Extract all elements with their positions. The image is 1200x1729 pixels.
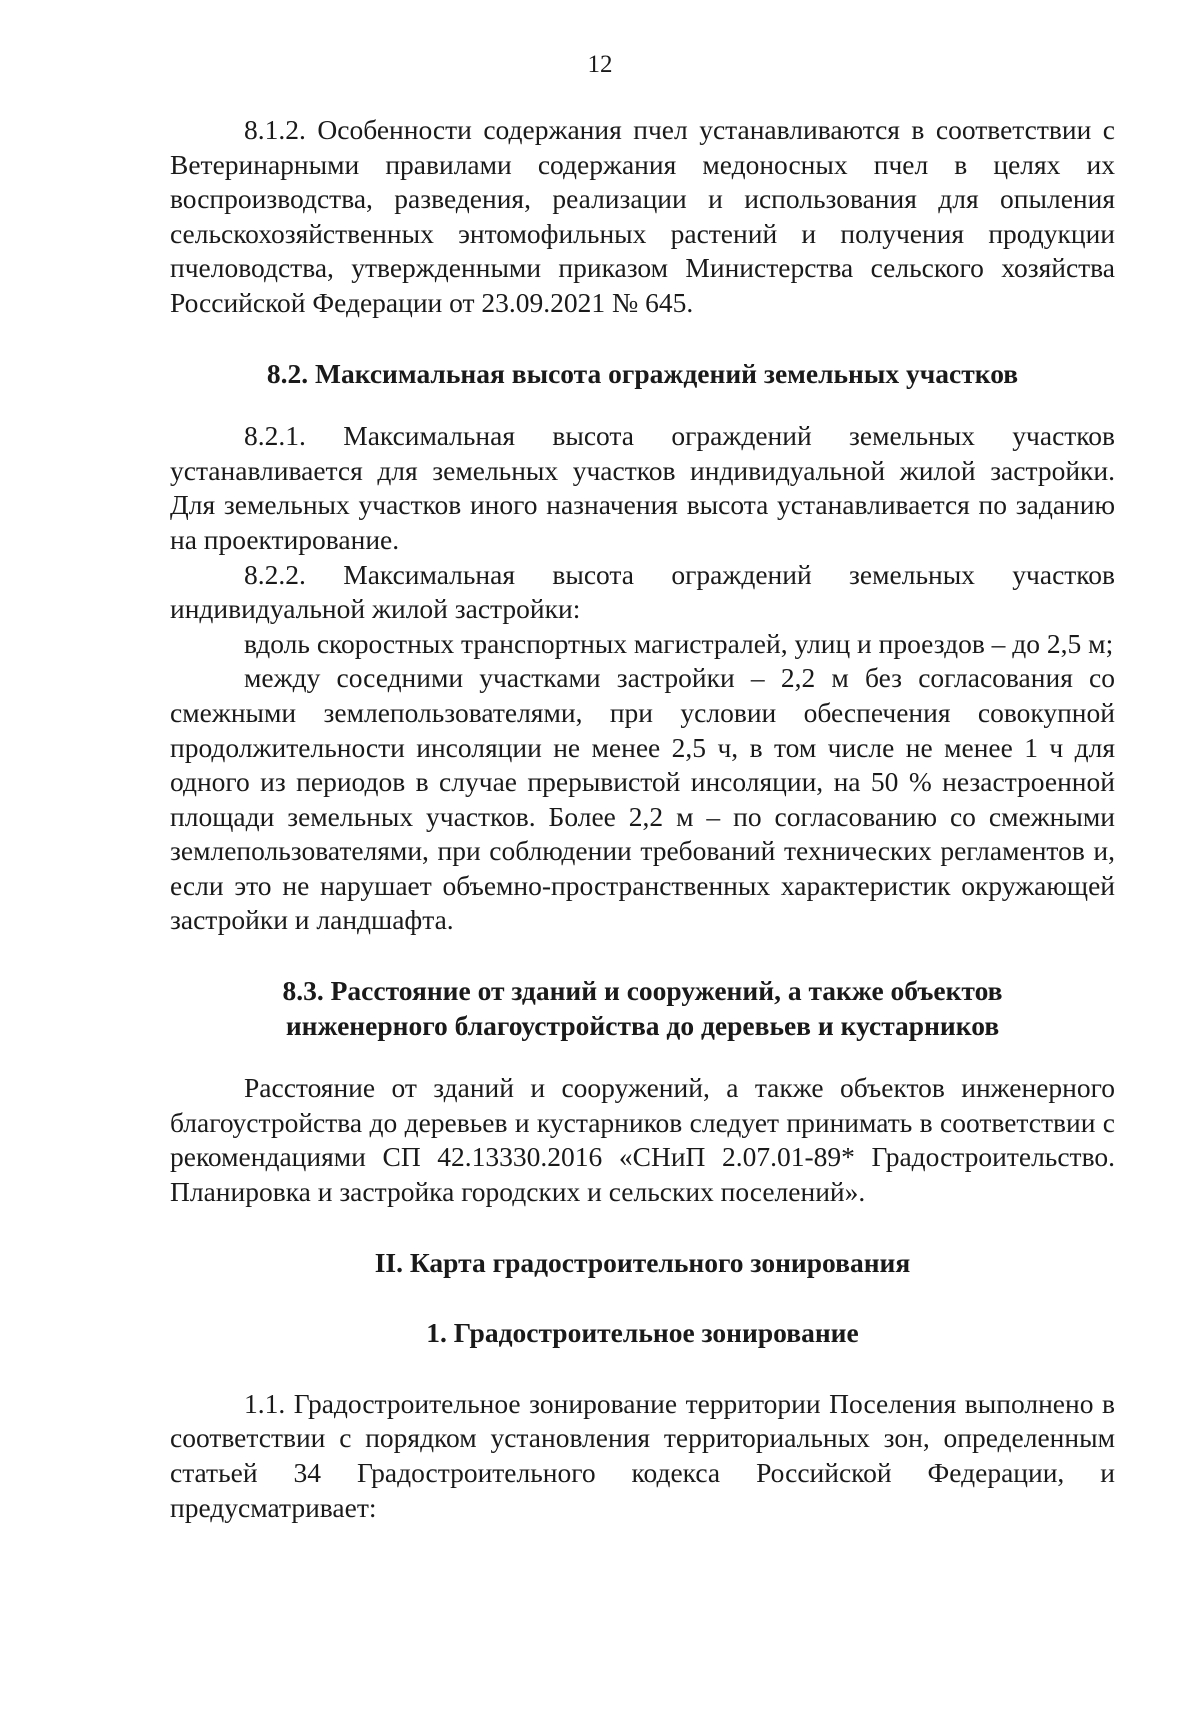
section-heading-1: 1. Градостроительное зонирование	[426, 1317, 859, 1349]
spacer	[170, 321, 1115, 357]
section-heading-8-3-line2: инженерного благоустройства до деревьев и кустарников	[285, 1009, 1000, 1041]
paragraph-8-2-2: 8.2.2. Максимальная высота ограждений земельных участков индивидуальной жилой застройки:	[170, 558, 1115, 625]
paragraph-along-roads: вдоль скоростных транспортных магистралей, улиц и проездов – до 2,5 м;	[244, 627, 1114, 659]
spacer	[170, 1280, 1115, 1316]
paragraph-8-1-2: 8.1.2. Особенности содержания пчел устанавливаются в соответствии с Ветеринарными правилами содержания медоносных пчел в целях их воспроизводства, разведения, реализации и использования для опыления сельскохозяйственных энтомофильных растений и получения продукции пчеловодства, утвержденными приказом Министерства сельского хозяйства Российской Федерации от 23.09.2021 № 645.	[170, 114, 1115, 318]
paragraph-8-3: Расстояние от зданий и сооружений, а также объектов инженерного благоустройства до деревьев и кустарников следует принимать в соответствии с рекомендациями СП 42.13330.2016 «СНиП 2.07.01-89* Градостроительство. Планировка и застройка городских и сельских поселений».	[170, 1072, 1115, 1208]
paragraph-between-plots: между соседними участками застройки – 2,2 м без согласования со смежными землепользователями, при условии обеспечения совокупной продолжительности инсоляции не менее 2,5 ч, в том числе не менее 1 ч для одного из периодов в случае прерывистой инсоляции, на 50 % незастроенной площади земельных участков. Более 2,2 м – по согласованию со смежными землепользователями, при соблюдении требований технических регламентов и, если это не нарушает объемно-пространственных характеристик окружающей застройки и ландшафта.	[170, 662, 1115, 936]
section-heading-8-3-line1: 8.3. Расстояние от зданий и сооружений, а также объектов	[282, 975, 1003, 1007]
paragraph-1-1: 1.1. Градостроительное зонирование территории Поселения выполнено в соответствии с порядком установления территориальных зон, определенным статьей 34 Градостроительного кодекса Российской Федерации, и предусматривает:	[170, 1387, 1115, 1523]
spacer	[170, 391, 1115, 419]
paragraph-8-2-1: 8.2.1. Максимальная высота ограждений земельных участков устанавливается для земельных участков индивидуальной жилой застройки. Для земельных участков иного назначения высота устанавливается по заданию на проектирование.	[170, 420, 1115, 555]
section-heading-8-2: 8.2. Максимальная высота ограждений земельных участков	[266, 357, 1019, 389]
document-body	[170, 113, 1115, 1525]
spacer	[170, 1351, 1115, 1387]
spacer	[170, 938, 1115, 974]
page-number: 12	[587, 51, 613, 78]
chapter-heading-II: II. Карта градостроительного зонирования	[374, 1246, 911, 1278]
spacer	[170, 1043, 1115, 1071]
spacer	[170, 1210, 1115, 1246]
